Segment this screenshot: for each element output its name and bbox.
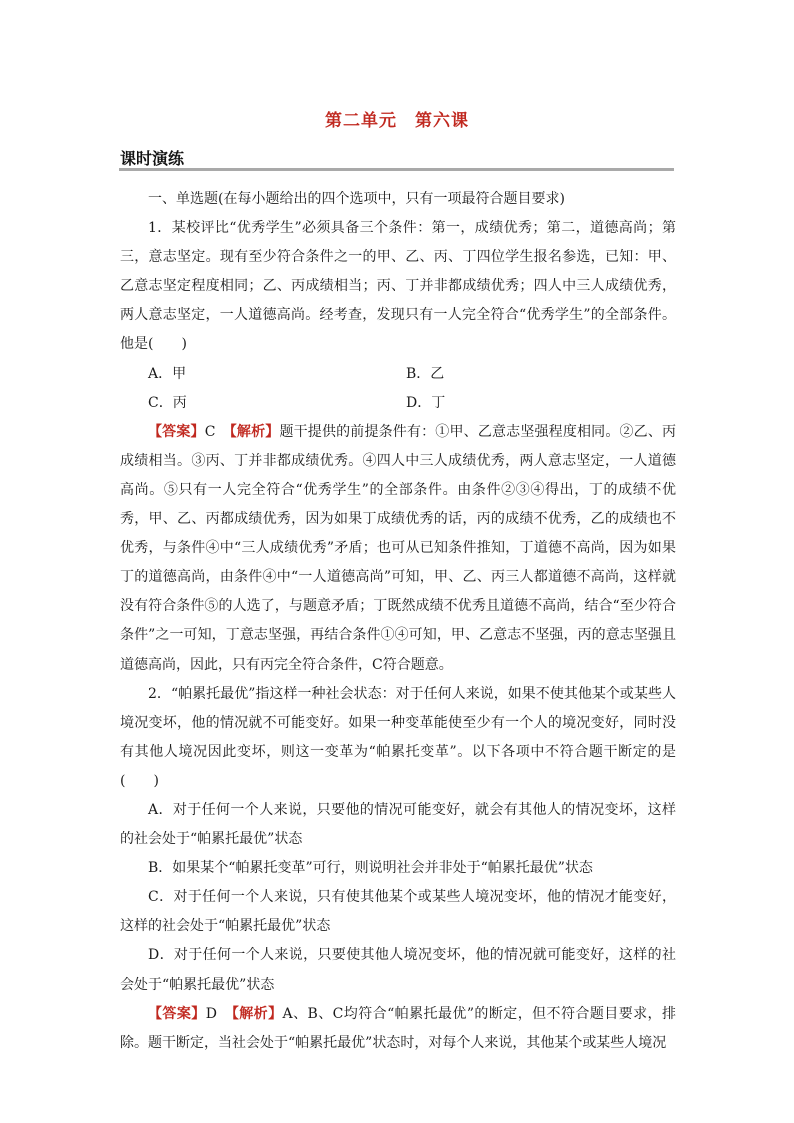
question-2-option-c: C．对于任何一个人来说，只有使其他某个或某些人境况变坏，他的情况才能变好，这样的社会处于“帕累托最优”状态 [120, 889, 676, 935]
section-heading: 课时演练 [120, 149, 185, 168]
question-2-answer-block [120, 1000, 676, 1058]
question-1-analysis: 题干提供的前提条件有：①甲、乙意志坚强程度相同。②乙、丙成绩相当。③丙、丁并非都成绩优秀。④四人中三人成绩优秀，两人意志坚定，一人道德高尚。⑤只有一人完全符合“优秀学生”的全部条件。由条件②③④得出，丁的成绩不优秀，甲、乙、丙都成绩优秀，因为如果丁成绩优秀的话，丙的成绩不优秀，乙的成绩也不优秀，与条件④中“三人成绩优秀”矛盾；也可从已知条件推知，丁道德不高尚，因为如果丁的道德高尚，由条件④中“一人道德高尚”可知，甲、乙、丙三人都道德不高尚，这样就没有符合条件⑤的人选了，与题意矛盾；丁既然成绩不优秀且道德不高尚，结合“至少符合条件”之一可知，丁意志坚强，再结合条件①④可知，甲、乙意志不坚强，丙的意志坚强且道德高尚，因此，只有丙完全符合条件，C符合题意。 [120, 423, 677, 673]
question-1-answer: C [204, 423, 216, 440]
question-1-option-c: C．丙 [148, 394, 187, 411]
question-2-option-d: D．对于任何一个人来说，只要使其他人境况变坏，他的情况就可能变好，这样的社会处于“帕累托最优”状态 [120, 947, 676, 993]
instruction-text: 一、单选题(在每小题给出的四个选项中，只有一项最符合题目要求) [148, 191, 565, 207]
question-1-option-b: B．乙 [406, 365, 445, 382]
analysis-label: 【解析】 [229, 423, 280, 440]
document-body [120, 185, 676, 1058]
question-2-analysis: A、B、C均符合“帕累托最优”的断定，但不符合题目要求，排除。题干断定，当社会处于“帕累托最优”状态时，对每个人来说，其他某个或某些人境况 [120, 1005, 676, 1051]
question-1-options-row-1 [120, 360, 676, 389]
question-2-option-a: A．对于任何一个人来说，只要他的情况可能变好，就会有其他人的情况变坏，这样的社会处于“帕累托最优”状态 [120, 801, 676, 848]
question-1-options-row-2 [120, 389, 676, 418]
section-divider [119, 168, 674, 171]
page-title: 第二单元 第六课 [325, 111, 469, 131]
analysis-label: 【解析】 [231, 1005, 283, 1022]
question-1-option-a: A．甲 [148, 365, 187, 382]
question-1-stem: 1．某校评比“优秀学生”必须具备三个条件：第一，成绩优秀；第二，道德高尚；第三，意志坚定。现有至少符合条件之一的甲、乙、丙、丁四位学生报名参选，已知：甲、乙意志坚定程度相同；乙、丙成绩相当；丙、丁并非都成绩优秀；四人中三人成绩优秀，两人意志坚定，一人道德高尚。经考查，发现只有一人完全符合“优秀学生”的全部条件。他是( ) [120, 220, 676, 353]
answer-label: 【答案】 [148, 1005, 206, 1022]
question-2-option-b: B．如果某个“帕累托变革”可行，则说明社会并非处于“帕累托最优”状态 [148, 860, 593, 877]
question-1-option-d: D．丁 [406, 394, 446, 411]
question-1-answer-block [120, 418, 676, 680]
answer-label: 【答案】 [148, 423, 205, 440]
question-2-stem: 2．“帕累托最优”指这样一种社会状态：对于任何人来说，如果不使其他某个或某些人境况变坏，他的情况就不可能变好。如果一种变革能使至少有一个人的境况变好，同时没有其他人境况因此变坏，则这一变革为“帕累托变革”。以下各项中不符合题干断定的是( ) [120, 685, 676, 789]
question-2-answer: D [205, 1005, 217, 1022]
